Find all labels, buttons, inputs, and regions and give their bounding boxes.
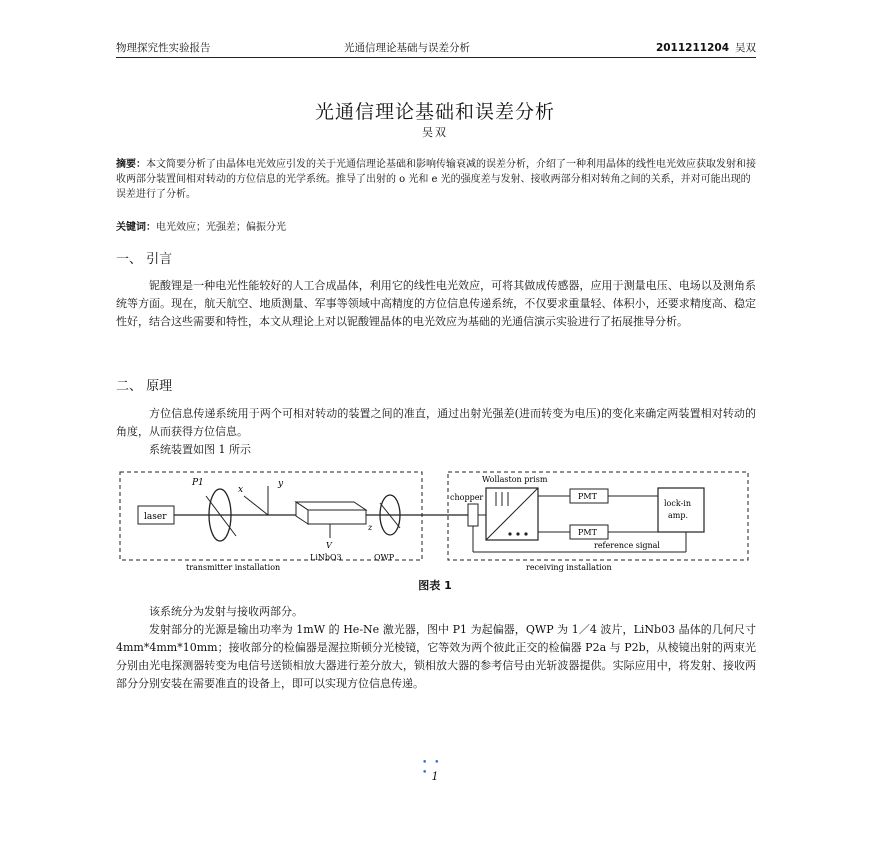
- crystal-front: [308, 510, 366, 524]
- x-label: x: [238, 485, 244, 495]
- page-number: 1: [431, 770, 439, 783]
- principle-paragraph-3: 该系统分为发射与接收两部分。: [149, 605, 303, 618]
- receiver-caption: receiving installation: [526, 563, 612, 572]
- y-label: y: [278, 479, 284, 489]
- lockin-label-2: amp.: [668, 511, 689, 520]
- keywords-text: 电光效应；光强差；偏振分光: [156, 222, 286, 233]
- abstract-label: 摘要：: [116, 159, 146, 170]
- figure-1: [118, 466, 758, 572]
- z-label: z: [368, 523, 373, 532]
- crystal-label: LiNbO3: [310, 553, 342, 562]
- header-student-id: 2011211204: [655, 42, 729, 54]
- laser-label: laser: [144, 512, 167, 522]
- p1-label: P1: [192, 478, 204, 488]
- pmt-1-label: PMT: [578, 492, 597, 501]
- section-heading-principle: 二、 原理: [116, 379, 173, 394]
- header-center: 光通信理论基础与误差分析: [344, 42, 470, 54]
- x-axis: [244, 496, 268, 515]
- header-left: 物理探究性实验报告: [116, 42, 211, 54]
- paper-title: 光通信理论基础和误差分析: [314, 101, 555, 123]
- section-heading-intro: 一、 引言: [116, 252, 173, 267]
- paper-author: 吴双: [422, 126, 448, 139]
- keywords: [116, 218, 756, 233]
- pmt-2-label: PMT: [578, 528, 597, 537]
- header-right: [656, 40, 756, 55]
- abstract-text: 本文简要分析了由晶体电光效应引发的关于光通信理论基础和影响传输衰减的误差分析，介绍了一种利用晶体的线性电光效应获取发射和接收两部分装置间相对转动的方位信息的光学系统。推导了出射的 o 光和 e 光的强度差与发射、接收两部分相对转角之间的关系，并对可能出现的误差进行了分析。: [116, 159, 756, 200]
- setup-diagram: [118, 466, 758, 572]
- abstract: [116, 157, 756, 202]
- figure-caption: 图表 1: [418, 579, 452, 592]
- chopper: [468, 504, 478, 526]
- intro-paragraph: 铌酸锂是一种电光性能较好的人工合成晶体，利用它的线性电光效应，可将其做成传感器，应用于测量电压、电场以及测角系统等方面。现在，航天航空、地质测量、军事等领域中高精度的方位信息传递系统，不仅要求重量轻、体积小，还要求精度高、稳定性好，结合这些需要和特性，本文从理论上对以铌酸锂晶体的电光效应为基础的光通信演示实验进行了拓展推导分析。: [116, 279, 756, 328]
- v-label: V: [326, 541, 332, 550]
- qwp-label: QWP: [374, 553, 395, 562]
- lock-in-amplifier: [658, 488, 704, 532]
- header-rule: [116, 57, 756, 58]
- principle-paragraph-4: 发射部分的光源是输出功率为 1mW 的 He-Ne 激光器，图中 P1 为起偏器，QWP 为 1／4 波片，LiNb03 晶体的几何尺寸 4mm*4mm*10mm；接收部分的检偏器是渥拉斯顿分光棱镜，它等效为两个彼此正交的检偏器 P2a 与 P2b，从棱镜出射的两束光分别由光电探测器转变为电信号送锁相放大器进行差分放大，锁相放大器的参考信号由光斩波器提供。实际应用中，将发射、接收两部分分别安装在需要准直的设备上，即可以实现方位信息传递。: [116, 623, 756, 690]
- transmitter-caption: transmitter installation: [186, 563, 281, 572]
- header-student-name: 吴双: [735, 42, 756, 54]
- prism-label: Wollaston prism: [482, 475, 548, 484]
- principle-paragraph-1: 方位信息传递系统用于两个可相对转动的装置之间的准直，通过出射光强差(进而转变为电压)的变化来确定两装置相对转动的角度，从而获得方位信息。: [116, 407, 756, 438]
- footer-decoration: • • •: [422, 758, 442, 778]
- lockin-label-1: lock-in: [664, 499, 691, 508]
- reference-label: reference signal: [594, 541, 660, 550]
- page-header: [116, 40, 756, 56]
- chopper-label: chopper: [450, 493, 484, 502]
- keywords-label: 关键词：: [116, 222, 156, 233]
- principle-paragraph-2: 系统装置如图 1 所示: [149, 443, 251, 456]
